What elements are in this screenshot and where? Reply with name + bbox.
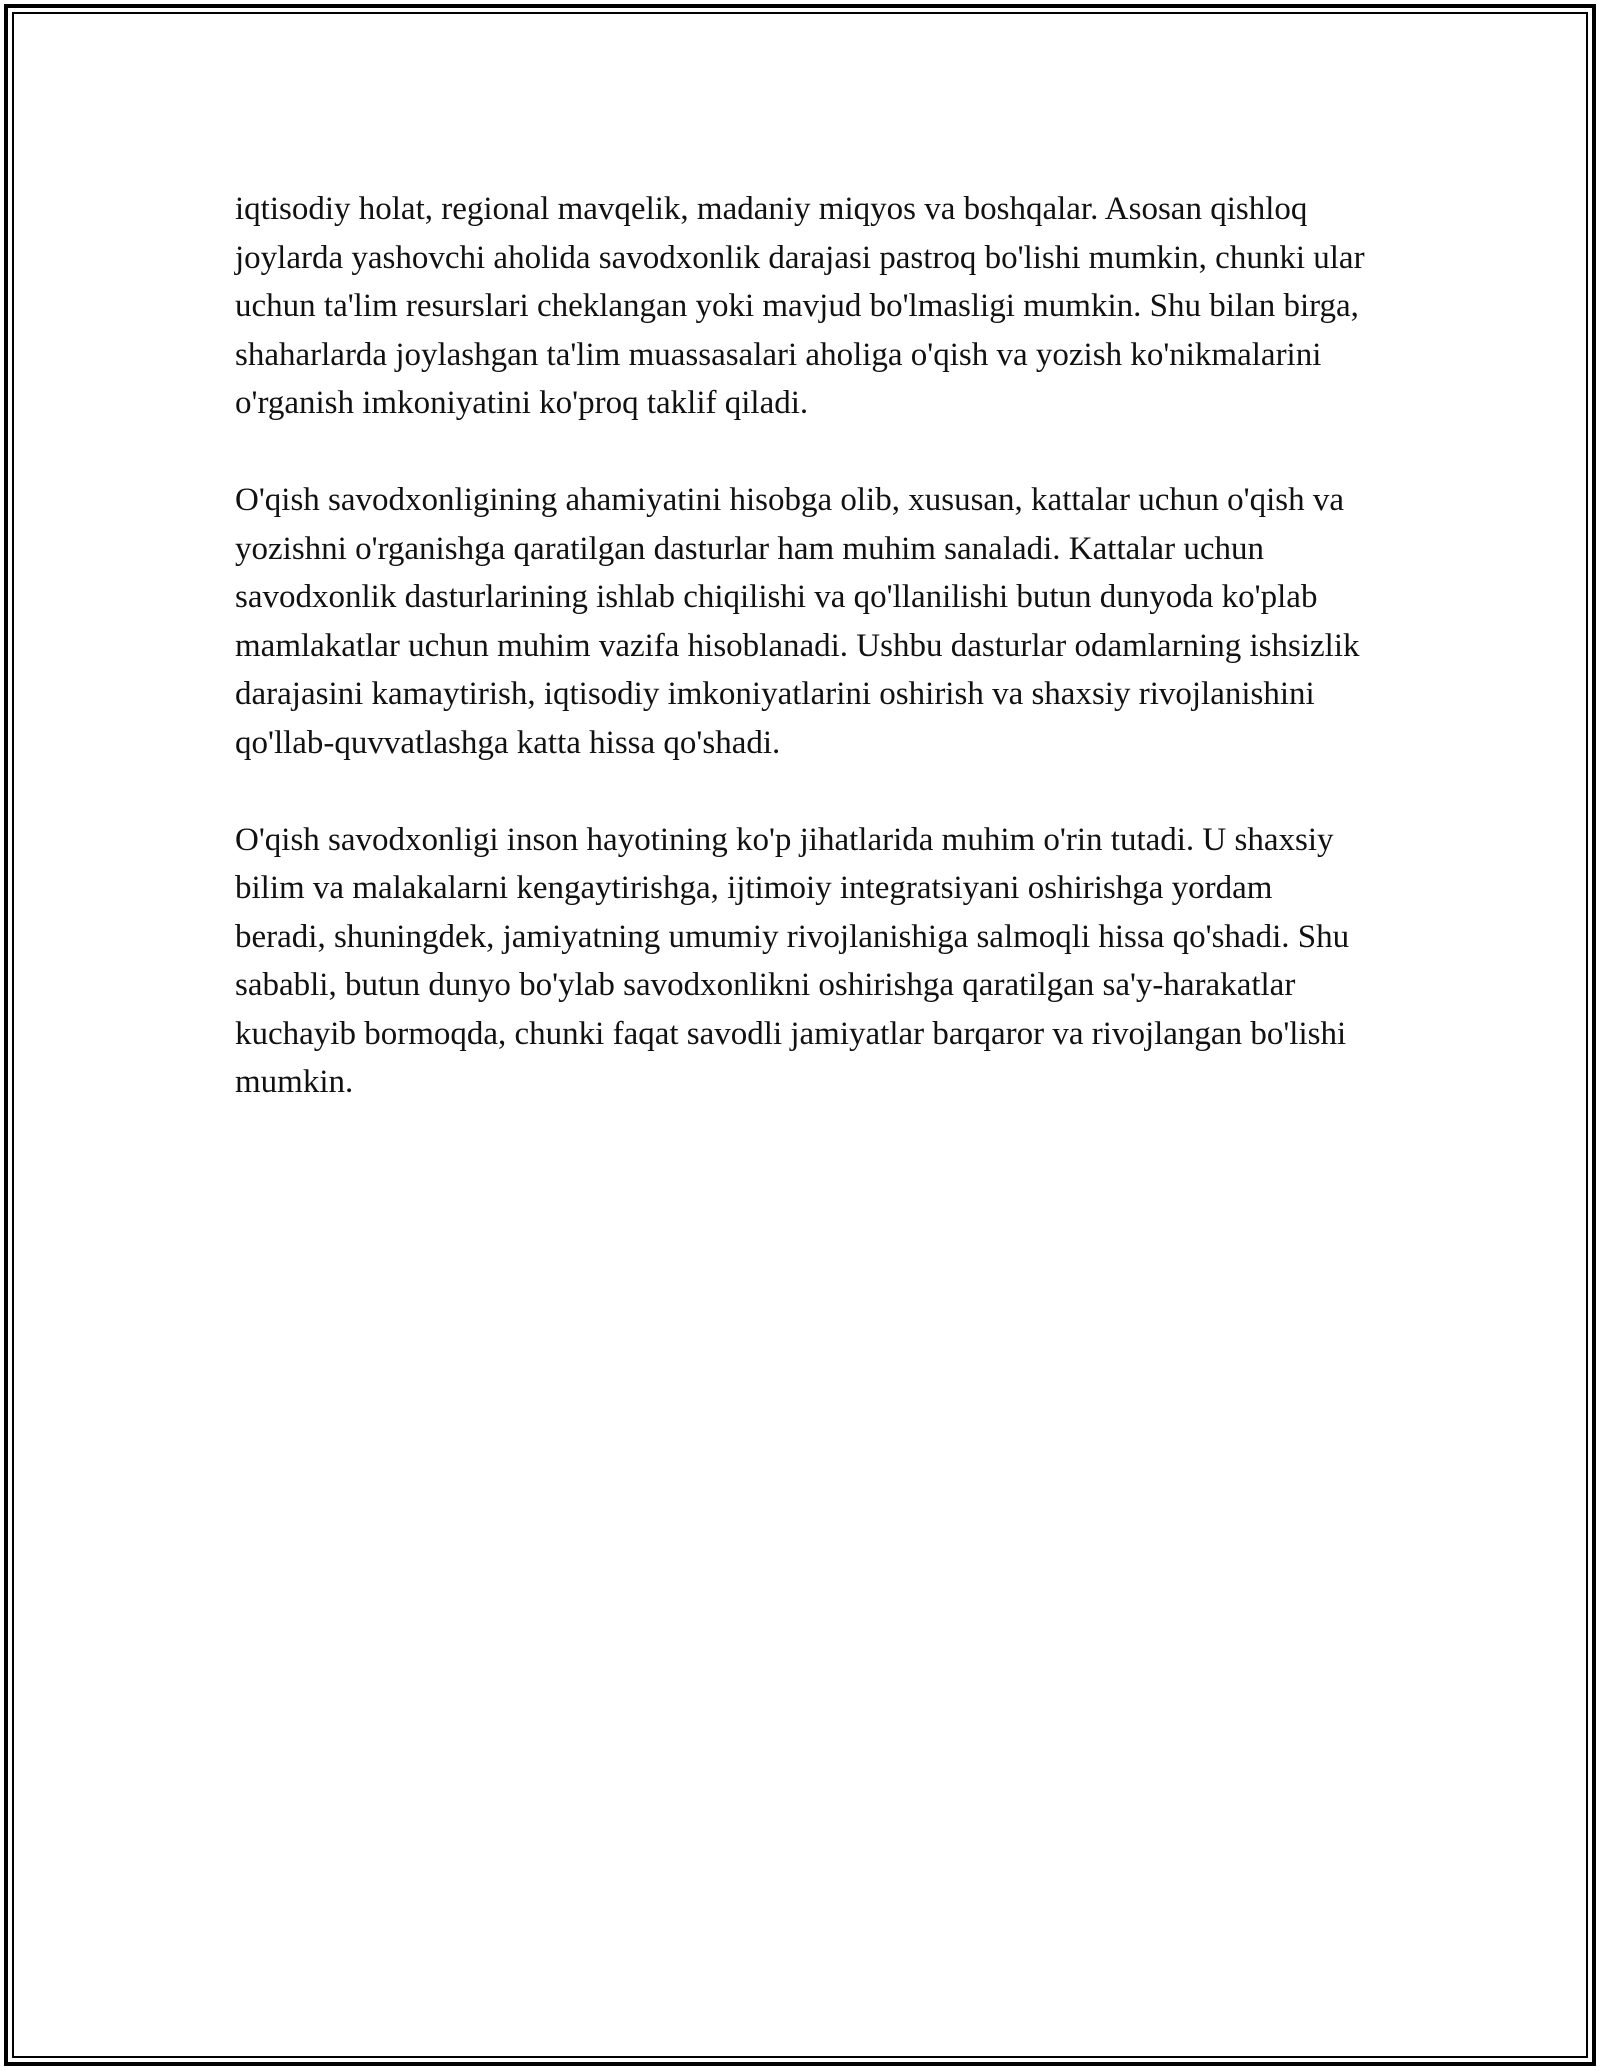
paragraph-2: O'qish savodxonligining ahamiyatini hisobga olib, xususan, kattalar uchun o'qish va yozishni o'rganishga qaratilgan dasturlar ham muhim sanaladi. Kattalar uchun savodxonlik dasturlarining ishlab chiqilishi va qo'llanilishi butun dunyoda ko'plab mamlakatlar uchun muhim vazifa hisoblanadi. Ushbu dasturlar odamlarning ishsizlik darajasini kamaytirish, iqtisodiy imkoniyatlarini oshirish va shaxsiy rivojlanishini qo'llab-quvvatlashga katta hissa qo'shadi. [235, 482, 1360, 761]
document-body [235, 185, 1370, 1107]
paragraph-1: iqtisodiy holat, regional mavqelik, madaniy miqyos va boshqalar. Asosan qishloq joylarda yashovchi aholida savodxonlik darajasi pastroq bo'lishi mumkin, chunki ular uchun ta'lim resurslari cheklangan yoki mavjud bo'lmasligi mumkin. Shu bilan birga, shaharlarda joylashgan ta'lim muassasalari aholiga o'qish va yozish ko'nikmalarini o'rganish imkoniyatini ko'proq taklif qiladi. [235, 191, 1365, 421]
paragraph-3: O'qish savodxonligi inson hayotining ko'p jihatlarida muhim o'rin tutadi. U shaxsiy bilim va malakalarni kengaytirishga, ijtimoiy integratsiyani oshirishga yordam beradi, shuningdek, jamiyatning umumiy rivojlanishiga salmoqli hissa qo'shadi. Shu sababli, butun dunyo bo'ylab savodxonlikni oshirishga qaratilgan sa'y-harakatlar kuchayib bormoqda, chunki faqat savodli jamiyatlar barqaror va rivojlangan bo'lishi mumkin. [235, 821, 1350, 1100]
